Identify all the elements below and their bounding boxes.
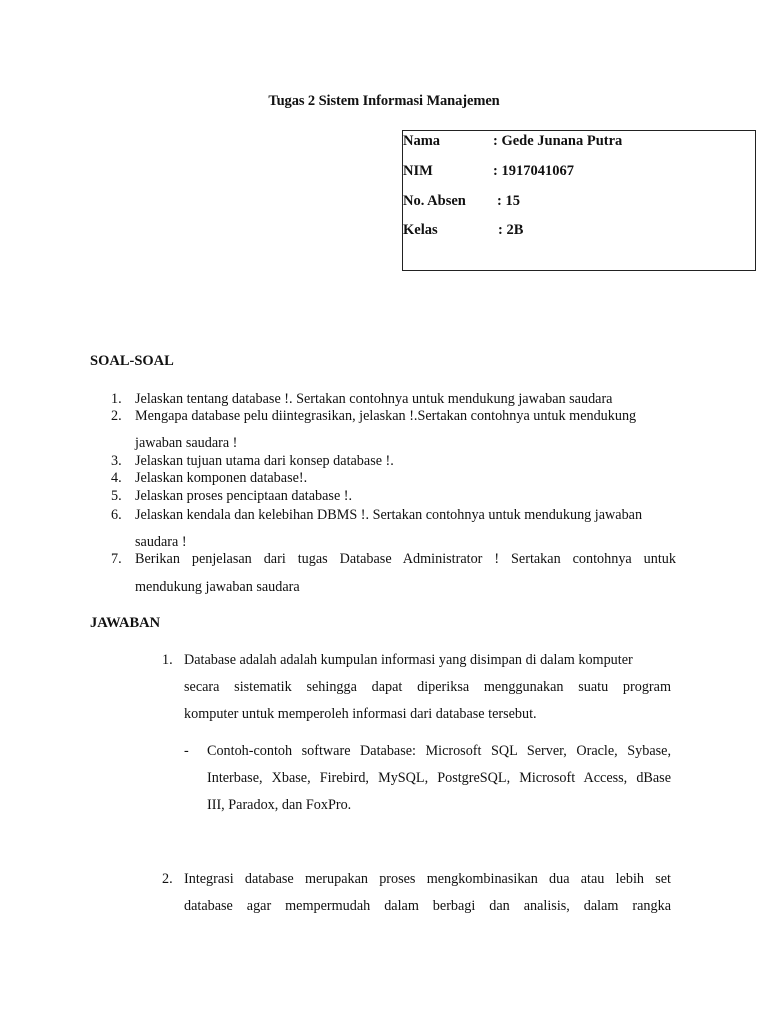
answer-number: 2. xyxy=(162,871,173,887)
question-text: Jelaskan tentang database !. Sertakan contohnya untuk mendukung jawaban saudara xyxy=(135,391,613,407)
question-text: Jelaskan komponen database!. xyxy=(135,470,308,486)
document-title: Tugas 2 Sistem Informasi Manajemen xyxy=(268,93,500,109)
bullet-text: Interbase, Xbase, Firebird, MySQL, PostgreSQL, Microsoft Access, dBase xyxy=(207,770,671,786)
info-value: : Gede Junana Putra xyxy=(493,133,623,149)
answer-text: Integrasi database merupakan proses mengkombinasikan dua atau lebih set xyxy=(184,871,671,887)
question-number: 3. xyxy=(111,453,122,469)
question-text: Mengapa database pelu diintegrasikan, jelaskan !.Sertakan contohnya untuk mendukung xyxy=(135,408,637,424)
info-label: Nama xyxy=(403,133,441,149)
question-number: 1. xyxy=(111,391,122,407)
answer-text: database agar mempermudah dalam berbagi dan analisis, dalam rangka xyxy=(184,898,671,914)
question-text: jawaban saudara ! xyxy=(135,435,238,451)
answers-heading: JAWABAN xyxy=(90,615,161,631)
question-text: mendukung jawaban saudara xyxy=(135,579,300,595)
questions-heading: SOAL-SOAL xyxy=(90,353,174,369)
answer-number: 1. xyxy=(162,652,173,668)
question-number: 6. xyxy=(111,507,122,523)
info-value: : 15 xyxy=(497,193,520,209)
info-value: : 1917041067 xyxy=(493,163,574,179)
bullet-marker: - xyxy=(184,743,189,759)
question-text: Berikan penjelasan dari tugas Database Administrator ! Sertakan contohnya untuk xyxy=(135,551,676,567)
question-text: Jelaskan proses penciptaan database !. xyxy=(135,488,353,504)
answer-text: secara sistematik sehingga dapat diperiksa menggunakan suatu program xyxy=(184,679,671,695)
bullet-text: Contoh-contoh software Database: Microsoft SQL Server, Oracle, Sybase, xyxy=(207,743,671,759)
student-info-box xyxy=(402,130,756,271)
question-number: 5. xyxy=(111,488,122,504)
question-text: Jelaskan tujuan utama dari konsep database !. xyxy=(135,453,394,469)
bullet-text: III, Paradox, dan FoxPro. xyxy=(207,797,352,813)
question-text: saudara ! xyxy=(135,534,187,550)
answer-text: komputer untuk memperoleh informasi dari database tersebut. xyxy=(184,706,537,722)
question-number: 4. xyxy=(111,470,122,486)
info-label: Kelas xyxy=(403,222,438,238)
question-number: 7. xyxy=(111,551,122,567)
question-text: Jelaskan kendala dan kelebihan DBMS !. Sertakan contohnya untuk mendukung jawaban xyxy=(135,507,643,523)
question-number: 2. xyxy=(111,408,122,424)
info-label: NIM xyxy=(403,163,433,179)
info-label: No. Absen xyxy=(403,193,466,209)
info-value: : 2B xyxy=(498,222,524,238)
answer-text: Database adalah adalah kumpulan informasi yang disimpan di dalam komputer xyxy=(184,652,633,668)
